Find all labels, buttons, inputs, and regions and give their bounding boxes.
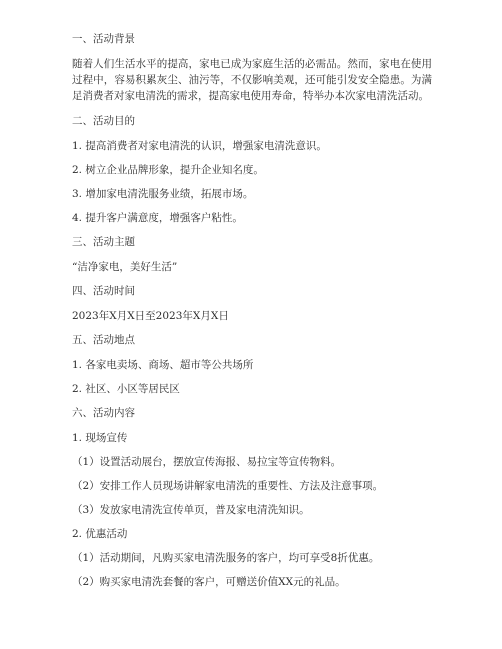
purpose-item: 3. 增加家电清洗服务业绩，拓展市场。 [72,188,254,200]
section-heading-location: 五、活动地点 [72,334,135,346]
content-subheading-promotion: 1. 现场宣传 [72,432,128,444]
location-item: 1. 各家电卖场、商场、超市等公共场所 [72,359,254,371]
section-heading-purpose: 二、活动目的 [72,115,135,127]
section-heading-time: 四、活动时间 [72,285,135,297]
content-item: （3）发放家电清洗宣传单页，普及家电清洗知识。 [72,504,310,516]
content-item: （2）安排工作人员现场讲解家电清洗的重要性、方法及注意事项。 [72,480,384,492]
purpose-item: 2. 树立企业品牌形象，提升企业知名度。 [72,164,264,176]
section-heading-background: 一、活动背景 [72,33,135,45]
content-item: （1）设置活动展台，摆放宣传海报、易拉宝等宣传物料。 [72,456,342,468]
location-item: 2. 社区、小区等居民区 [72,383,180,395]
content-item: （1）活动期间，凡购买家电清洗服务的客户，均可享受8折优惠。 [72,552,380,564]
purpose-item: 4. 提升客户满意度，增强客户粘性。 [72,212,243,224]
section-heading-theme: 三、活动主题 [72,236,135,248]
time-text: 2023年X月X日至2023年X月X日 [72,310,229,322]
content-item: （2）购买家电清洗套餐的客户，可赠送价值XX元的礼品。 [72,576,346,588]
background-paragraph: 随着人们生活水平的提高，家电已成为家庭生活的必需品。然而，家电在使用过程中，容易积累灰尘、油污等，不仅影响美观，还可能引发安全隐患。为满足消费者对家电清洗的需求，提高家电使用寿命，特举办本次家电清洗活动。 [72,58,432,102]
purpose-item: 1. 提高消费者对家电清洗的认识，增强家电清洗意识。 [72,140,327,152]
section-heading-content: 六、活动内容 [72,407,135,419]
content-subheading-discount: 2. 优惠活动 [72,528,128,540]
theme-text: “洁净家电，美好生活” [72,261,178,273]
